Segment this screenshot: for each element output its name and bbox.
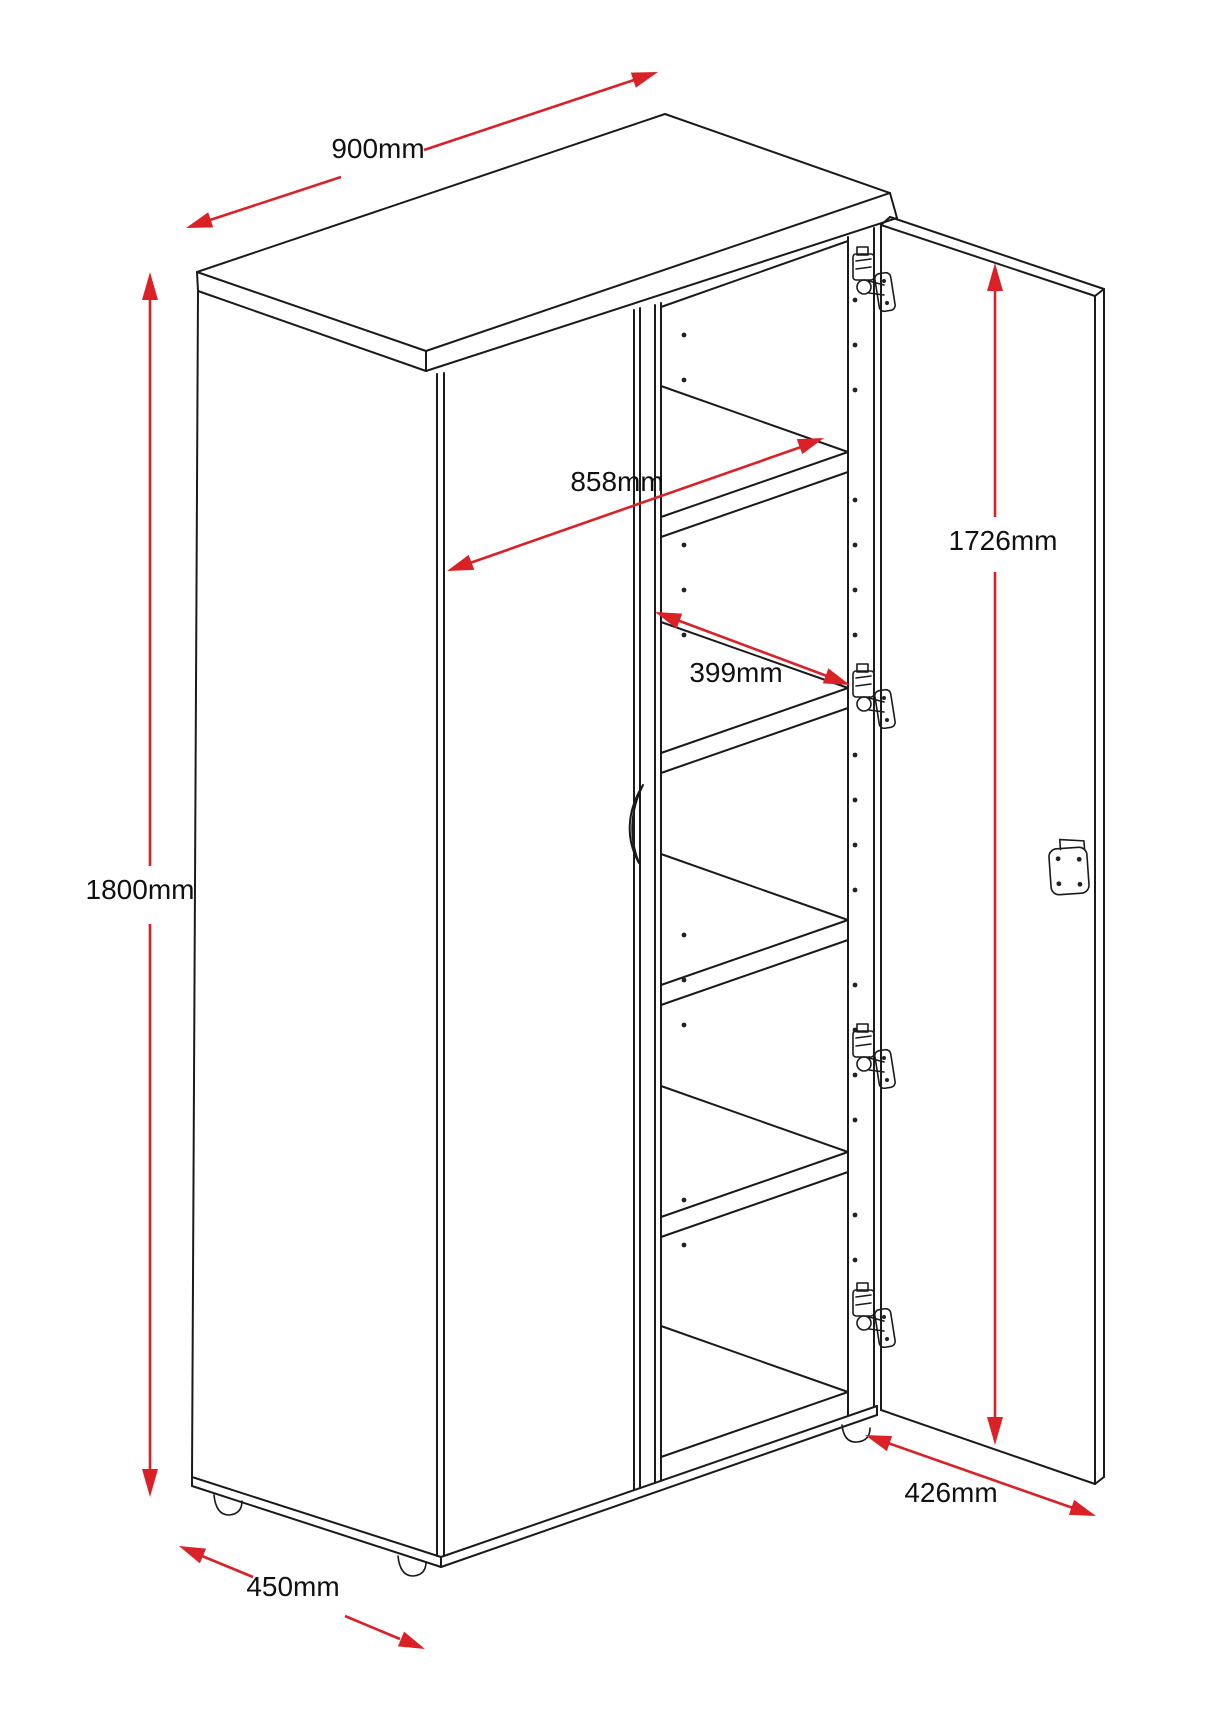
dimension-shelf-depth (655, 612, 850, 688)
top-panel (197, 114, 897, 371)
left-side-panel (192, 291, 441, 1567)
dimension-label-door-width: 426mm (904, 1477, 998, 1508)
dimension-height (86, 272, 195, 1497)
dimension-label-internal-width: 858mm (570, 466, 664, 497)
shelf-pin-holes (682, 298, 858, 1263)
foot (398, 1556, 426, 1576)
dimension-internal-width (447, 438, 824, 571)
dimension-label-door-height: 1726mm (948, 525, 1058, 556)
shelf (661, 854, 848, 1005)
dimension-depth (179, 1546, 425, 1649)
dimension-door-height (949, 263, 1058, 1445)
feet (214, 1425, 870, 1576)
door-handle (630, 785, 643, 863)
interior (661, 228, 874, 1457)
shelf (661, 386, 848, 537)
bottom-plinth (441, 1406, 877, 1567)
dimension-label-shelf-depth: 399mm (689, 657, 783, 688)
dimension-door-width (865, 1435, 1096, 1516)
shelf (661, 622, 848, 773)
cabinet (192, 114, 1104, 1576)
dimension-label-depth: 450mm (246, 1571, 340, 1602)
open-door (881, 217, 1104, 1484)
dimension-label-width: 900mm (331, 133, 425, 164)
dimension-label-height: 1800mm (85, 874, 195, 905)
foot (842, 1425, 870, 1442)
lock-plate (1048, 838, 1090, 896)
shelf (661, 1086, 848, 1237)
